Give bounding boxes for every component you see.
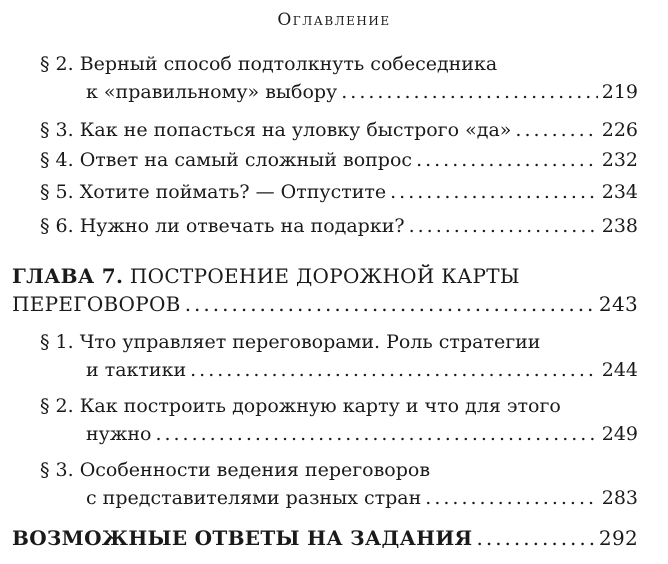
dot-leader: [409, 212, 598, 240]
toc-page-number: 219: [601, 81, 638, 103]
toc-entry-title: § 5. Хотите поймать? — Отпустите: [40, 181, 387, 203]
chapter-title-cont: ПЕРЕГОВОРОВ: [12, 292, 181, 316]
dot-leader: [515, 116, 597, 144]
dot-leader: [390, 178, 598, 206]
toc-entry-answers[interactable]: [12, 524, 638, 552]
dot-leader: [416, 146, 598, 174]
toc-entry-title: § 2. Верный способ подтолкнуть собеседника: [40, 53, 498, 75]
dot-leader: [476, 524, 594, 552]
toc-entry-ch7-section-2[interactable]: [40, 392, 638, 448]
toc-entry-title-cont: и тактики: [86, 359, 187, 381]
toc-entry-chapter-7[interactable]: [12, 262, 638, 318]
toc-page-number: 243: [598, 292, 638, 316]
toc-page-number: 232: [601, 149, 638, 171]
toc-page-number: 249: [601, 423, 638, 445]
dot-leader: [425, 484, 597, 512]
toc-entry-title: § 4. Ответ на самый сложный вопрос: [40, 149, 413, 171]
toc-page-number: 292: [598, 526, 638, 550]
chapter-label: ГЛАВА 7.: [12, 264, 124, 288]
chapter-title: ПОСТРОЕНИЕ ДОРОЖНОЙ КАРТЫ: [129, 264, 520, 288]
toc-entry-title: § 3. Как не попасться на уловку быстрого «да»: [40, 119, 512, 141]
toc-page-number: 238: [601, 215, 638, 237]
toc-entry-title: § 1. Что управляет переговорами. Роль стратегии: [40, 331, 541, 353]
dot-leader: [185, 290, 595, 318]
toc-page-number: 244: [601, 359, 638, 381]
toc-page-number: 283: [601, 487, 638, 509]
toc-entry-section-5[interactable]: [40, 178, 638, 206]
toc-entry-title-cont: с представителями разных стран: [86, 487, 422, 509]
toc-entry-ch7-section-1[interactable]: [40, 328, 638, 384]
dot-leader: [155, 420, 597, 448]
toc-entry-ch7-section-3[interactable]: [40, 456, 638, 512]
toc-entry-section-4[interactable]: [40, 146, 638, 174]
toc-entry-title: § 6. Нужно ли отвечать на подарки?: [40, 215, 405, 237]
toc-entry-title-cont: к «правильному» выбору: [86, 81, 338, 103]
toc-entry-title-cont: нужно: [86, 423, 152, 445]
running-header: Оглавление: [277, 10, 391, 30]
dot-leader: [190, 356, 598, 384]
dot-leader: [341, 78, 598, 106]
toc-entry-title: § 3. Особенности ведения переговоров: [40, 459, 431, 481]
toc-page-number: 226: [601, 119, 638, 141]
toc-entry-section-3[interactable]: [40, 116, 638, 144]
toc-entry-section-2[interactable]: [40, 50, 638, 106]
toc-entry-section-6[interactable]: [40, 212, 638, 240]
toc-page-number: 234: [601, 181, 638, 203]
answers-title: ВОЗМОЖНЫЕ ОТВЕТЫ НА ЗАДАНИЯ: [12, 526, 473, 550]
toc-entry-title: § 2. Как построить дорожную карту и что для этого: [40, 395, 561, 417]
